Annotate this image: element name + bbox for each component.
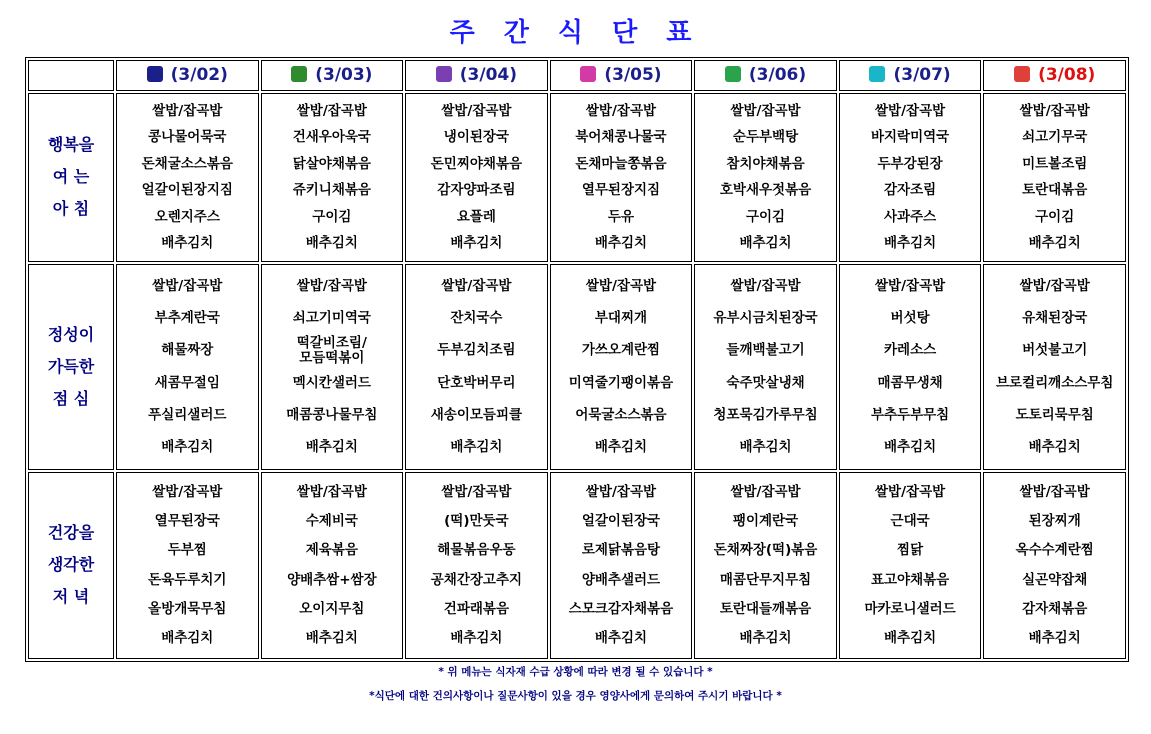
menu-item: 새콤무절임 <box>154 374 220 391</box>
menu-item: 열무된장국 <box>154 512 220 529</box>
menu-item: 두부김치조림 <box>437 342 516 359</box>
menu-item: 팽이계란국 <box>732 512 799 529</box>
menu-item: 배추김치 <box>594 439 648 456</box>
menu-item: 양배추샐러드 <box>581 571 661 588</box>
menu-cell <box>839 472 982 659</box>
menu-item: 돈채굴소스볶음 <box>141 155 233 172</box>
menu-item: 구이김 <box>1035 208 1075 225</box>
menu-item: 마카로니샐러드 <box>864 600 956 617</box>
menu-item: 쇠고기무국 <box>1022 129 1088 146</box>
menu-item: 떡갈비조림/ 모듬떡볶이 <box>296 334 367 366</box>
day-date: (3/08) <box>1038 65 1096 86</box>
meal-label <box>28 472 114 659</box>
menu-item: 쌀밥/잡곡밥 <box>875 483 946 500</box>
menu-item: 돈육두루치기 <box>148 571 227 588</box>
meal-label <box>28 264 114 469</box>
menu-item: 해물짜장 <box>161 342 214 359</box>
menu-item: 건파래볶음 <box>443 600 510 617</box>
meal-label-line: 아 침 <box>52 199 90 219</box>
menu-item: 매콤콩나물무침 <box>286 407 378 424</box>
fire-icon <box>291 66 307 82</box>
menu-item: 배추김치 <box>739 439 792 456</box>
menu-cell <box>694 93 837 263</box>
menu-item: 순두부백탕 <box>732 129 799 146</box>
menu-item: 버섯탕 <box>890 310 930 327</box>
meal-label-line: 가득한 <box>47 357 95 377</box>
meal-label-line: 행복을 <box>47 135 95 155</box>
menu-item: 브로컬리깨소스무침 <box>996 374 1114 391</box>
menu-item: 매콤단무지무침 <box>719 571 812 588</box>
earth-icon <box>869 66 885 82</box>
menu-cell <box>261 264 404 469</box>
day-header <box>405 60 548 91</box>
menu-item: (떡)만둣국 <box>444 512 509 529</box>
day-header <box>983 60 1126 91</box>
day-date: (3/03) <box>315 65 373 86</box>
menu-item: 배추김치 <box>450 630 503 647</box>
menu-item: 돈채짜장(떡)볶음 <box>713 542 818 559</box>
menu-item: 해물볶음우동 <box>437 542 516 559</box>
menu-item: 건새우아욱국 <box>292 129 371 146</box>
meal-label-line: 생각한 <box>47 555 95 575</box>
menu-item: 쌀밥/잡곡밥 <box>1019 102 1090 119</box>
menu-item: 배추김치 <box>739 235 792 252</box>
menu-item: 쌀밥/잡곡밥 <box>152 277 223 294</box>
meal-label-line: 여 는 <box>52 167 90 187</box>
menu-cell <box>116 264 259 469</box>
menu-cell <box>839 264 982 469</box>
menu-item: 공채간장고추지 <box>430 571 523 588</box>
menu-item: 근대국 <box>890 512 930 529</box>
day-date: (3/07) <box>893 65 951 86</box>
menu-item: 된장찌개 <box>1028 512 1081 529</box>
menu-item: 부추두부무침 <box>870 407 950 424</box>
day-header <box>116 60 259 91</box>
menu-cell <box>405 472 548 659</box>
menu-cell <box>261 93 404 263</box>
menu-item: 쌀밥/잡곡밥 <box>152 483 223 500</box>
menu-item: 옥수수계란찜 <box>1015 542 1094 559</box>
menu-item: 배추김치 <box>1028 439 1081 456</box>
menu-item: 푸실리샐러드 <box>148 407 227 424</box>
menu-item: 배추김치 <box>450 235 503 252</box>
day-date: (3/02) <box>170 65 228 86</box>
weekly-menu-table <box>25 57 1129 662</box>
corner-cell <box>28 60 114 91</box>
tree-icon <box>580 66 596 82</box>
menu-item: 제육볶음 <box>305 542 358 559</box>
menu-item: 쌀밥/잡곡밥 <box>585 483 657 500</box>
meal-row <box>28 93 1126 263</box>
menu-cell <box>694 264 837 469</box>
menu-cell <box>405 93 548 263</box>
meal-label-line: 점 심 <box>52 389 90 409</box>
menu-item: 호박새우젓볶음 <box>719 182 812 199</box>
menu-item: 쌀밥/잡곡밥 <box>152 102 223 119</box>
menu-item: 유채된장국 <box>1022 310 1088 327</box>
day-header <box>839 60 982 91</box>
menu-item: 쌀밥/잡곡밥 <box>875 277 946 294</box>
menu-item: 쌀밥/잡곡밥 <box>875 102 946 119</box>
menu-item: 쇠고기미역국 <box>292 310 371 327</box>
menu-cell <box>550 472 693 659</box>
menu-item: 쌀밥/잡곡밥 <box>730 102 801 119</box>
meal-label-line: 건강을 <box>47 523 95 543</box>
meal-label <box>28 93 114 263</box>
menu-item: 배추김치 <box>594 235 648 252</box>
menu-item: 배추김치 <box>594 630 648 647</box>
menu-cell <box>839 93 982 263</box>
menu-item: 쌀밥/잡곡밥 <box>1019 277 1090 294</box>
menu-item: 새송이모듬피클 <box>430 407 523 424</box>
menu-cell <box>116 472 259 659</box>
meal-row <box>28 264 1126 469</box>
menu-item: 스모크감자채볶음 <box>568 600 674 617</box>
menu-item: 수제비국 <box>305 512 358 529</box>
menu-item: 바지락미역국 <box>870 129 950 146</box>
meal-label-line: 저 녁 <box>52 587 90 607</box>
menu-item: 멕시칸샐러드 <box>292 374 371 391</box>
menu-item: 구이김 <box>312 208 352 225</box>
menu-item: 오이지무침 <box>299 600 365 617</box>
menu-item: 단호박버무리 <box>437 374 516 391</box>
menu-item: 구이김 <box>745 208 786 225</box>
menu-item: 쌀밥/잡곡밥 <box>296 277 367 294</box>
menu-item: 쌀밥/잡곡밥 <box>296 483 367 500</box>
header-row <box>28 60 1126 91</box>
menu-item: 쌀밥/잡곡밥 <box>441 483 512 500</box>
menu-item: 배추김치 <box>161 630 214 647</box>
menu-item: 냉이된장국 <box>443 129 510 146</box>
menu-cell <box>550 264 693 469</box>
menu-item: 두유 <box>607 208 635 225</box>
menu-item: 배추김치 <box>739 630 792 647</box>
menu-item: 감자조림 <box>884 182 937 199</box>
menu-item: 사과주스 <box>884 208 937 225</box>
menu-item: 쌀밥/잡곡밥 <box>585 102 657 119</box>
menu-item: 얼갈이된장지짐 <box>141 182 233 199</box>
moon-icon <box>147 66 163 82</box>
menu-item: 콩나물어묵국 <box>148 129 227 146</box>
menu-item: 닭살야채볶음 <box>292 155 371 172</box>
menu-cell <box>405 264 548 469</box>
menu-item: 매콤무생채 <box>877 374 943 391</box>
menu-item: 배추김치 <box>450 439 503 456</box>
page-title: 주 간 식 단 표 <box>449 18 702 48</box>
menu-item: 쌀밥/잡곡밥 <box>730 483 801 500</box>
menu-item: 실곤약잡채 <box>1022 571 1088 588</box>
menu-item: 들깨백불고기 <box>726 342 805 359</box>
menu-item: 배추김치 <box>1028 235 1081 252</box>
menu-item: 올방개묵무침 <box>148 600 227 617</box>
menu-item: 북어채콩나물국 <box>575 129 667 146</box>
menu-cell <box>983 93 1126 263</box>
water-icon <box>436 66 452 82</box>
menu-item: 배추김치 <box>1028 630 1081 647</box>
menu-item: 두부강된장 <box>877 155 943 172</box>
menu-item: 쌀밥/잡곡밥 <box>441 277 512 294</box>
menu-item: 요플레 <box>456 208 496 225</box>
day-header <box>550 60 693 91</box>
note-line-2: *식단에 대한 건의사항이나 질문사항이 있을 경우 영양사에게 문의하여 주시기 바랍니다 * <box>369 690 782 702</box>
menu-item: 배추김치 <box>161 235 214 252</box>
menu-item: 양배추쌈+쌈장 <box>287 571 377 588</box>
menu-item: 쌀밥/잡곡밥 <box>730 277 801 294</box>
menu-item: 배추김치 <box>305 630 358 647</box>
menu-item: 배추김치 <box>884 439 937 456</box>
meal-row <box>28 472 1126 659</box>
menu-item: 토란대볶음 <box>1022 182 1088 199</box>
menu-cell <box>550 93 693 263</box>
menu-cell <box>261 472 404 659</box>
menu-item: 토란대들깨볶음 <box>719 600 812 617</box>
menu-item: 돈민찌야채볶음 <box>430 155 523 172</box>
day-header <box>694 60 837 91</box>
menu-item: 버섯불고기 <box>1022 342 1088 359</box>
menu-item: 로제닭볶음탕 <box>581 542 661 559</box>
menu-item: 카레소스 <box>884 342 937 359</box>
menu-cell <box>983 472 1126 659</box>
menu-item: 표고야채볶음 <box>870 571 950 588</box>
day-date: (3/05) <box>604 65 662 86</box>
sun-icon <box>1014 66 1030 82</box>
menu-item: 감자채볶음 <box>1022 600 1088 617</box>
menu-item: 어묵굴소스볶음 <box>575 407 667 424</box>
menu-item: 돈채마늘쫑볶음 <box>575 155 667 172</box>
menu-item: 부추계란국 <box>154 310 220 327</box>
menu-item: 유부시금치된장국 <box>713 310 818 327</box>
menu-cell <box>694 472 837 659</box>
menu-item: 부대찌개 <box>594 310 648 327</box>
menu-item: 두부찜 <box>167 542 207 559</box>
note-line-1: * 위 메뉴는 식자재 수급 상황에 따라 변경 될 수 있습니다 * <box>438 666 713 678</box>
menu-item: 배추김치 <box>305 439 358 456</box>
menu-item: 쌀밥/잡곡밥 <box>441 102 512 119</box>
menu-item: 쥬키니채볶음 <box>292 182 371 199</box>
menu-item: 청포묵김가루무침 <box>713 407 818 424</box>
menu-item: 열무된장지짐 <box>581 182 661 199</box>
menu-item: 숙주맛살냉채 <box>726 374 805 391</box>
menu-item: 가쓰오계란찜 <box>581 342 661 359</box>
menu-item: 배추김치 <box>884 235 937 252</box>
gold-icon <box>725 66 741 82</box>
menu-item: 도토리묵무침 <box>1015 407 1094 424</box>
menu-item: 쌀밥/잡곡밥 <box>1019 483 1090 500</box>
menu-item: 쌀밥/잡곡밥 <box>296 102 367 119</box>
menu-item: 참치야채볶음 <box>726 155 805 172</box>
meal-label-line: 정성이 <box>47 325 95 345</box>
day-header <box>261 60 404 91</box>
menu-item: 오렌지주스 <box>154 208 220 225</box>
menu-item: 배추김치 <box>305 235 358 252</box>
day-date: (3/04) <box>459 65 518 86</box>
menu-item: 배추김치 <box>161 439 214 456</box>
menu-item: 얼갈이된장국 <box>581 512 661 529</box>
menu-item: 쌀밥/잡곡밥 <box>585 277 657 294</box>
menu-item: 감자양파조림 <box>437 182 516 199</box>
menu-item: 배추김치 <box>884 630 937 647</box>
day-date: (3/06) <box>748 65 807 86</box>
menu-item: 미트볼조림 <box>1022 155 1088 172</box>
menu-cell <box>983 264 1126 469</box>
menu-item: 찜닭 <box>897 542 924 559</box>
menu-item: 미역줄기팽이볶음 <box>568 374 674 391</box>
menu-cell <box>116 93 259 263</box>
menu-item: 잔치국수 <box>450 310 503 327</box>
